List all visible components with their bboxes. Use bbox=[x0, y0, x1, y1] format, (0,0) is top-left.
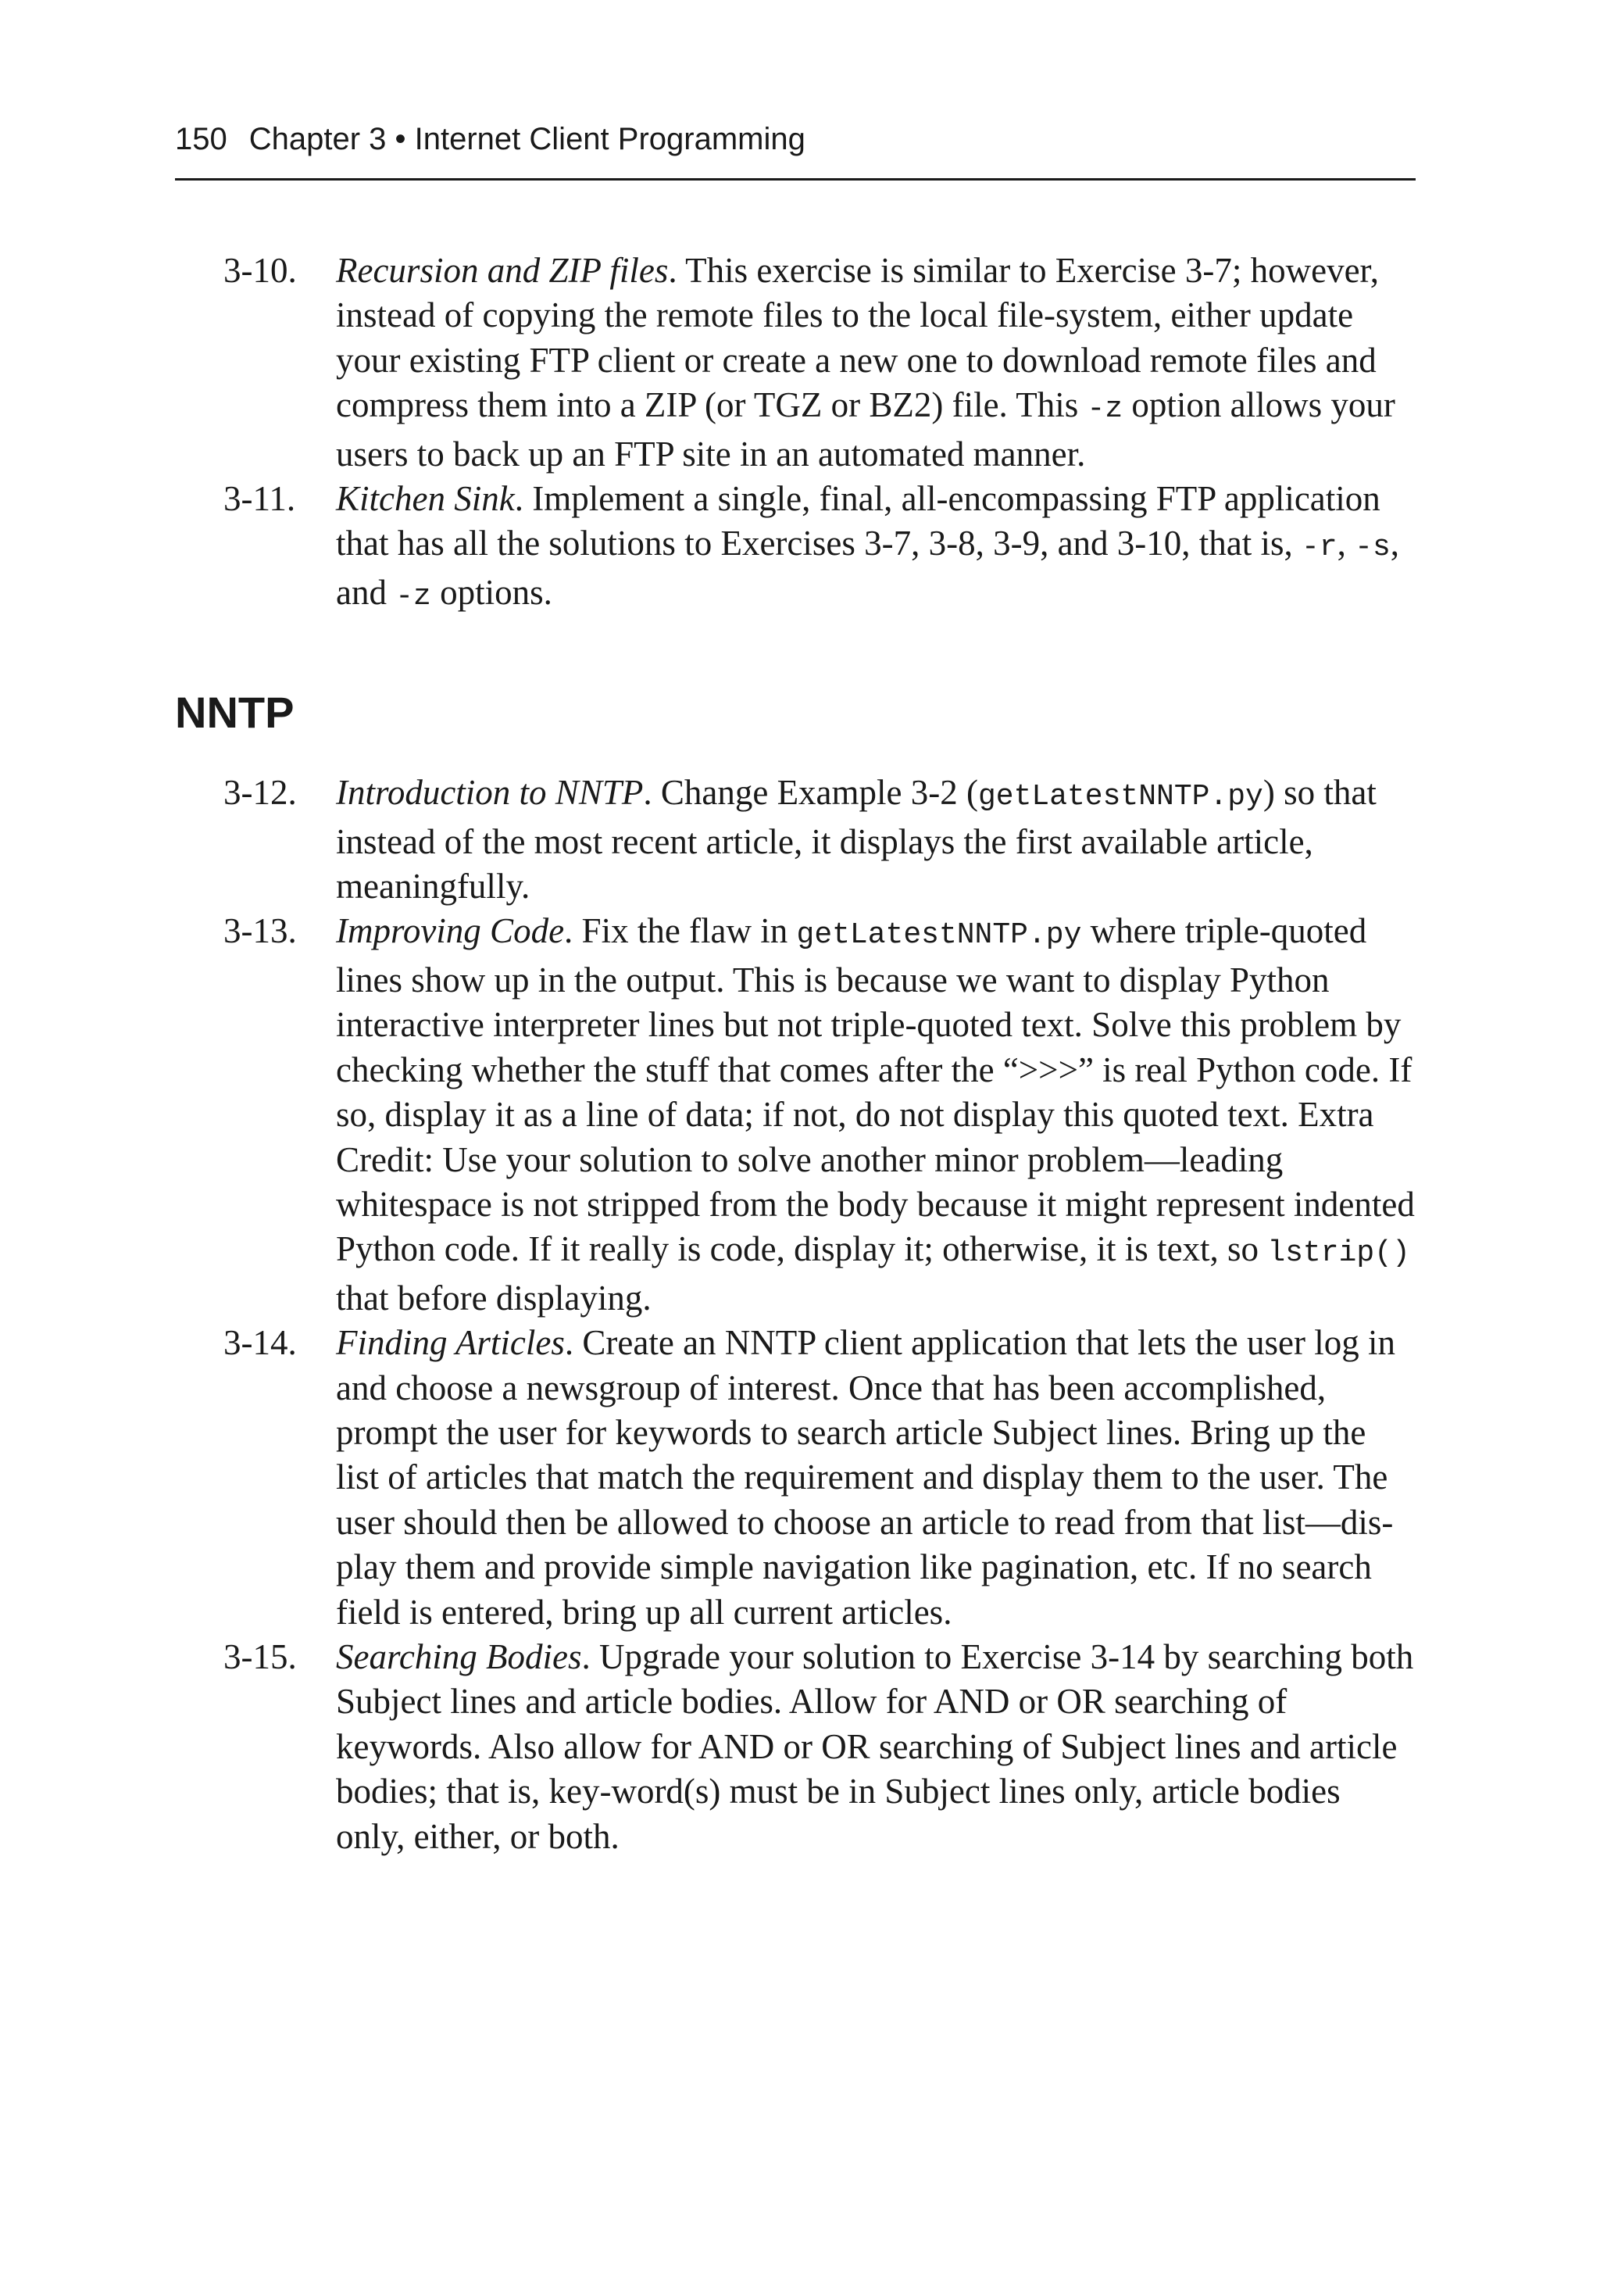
exercise-text: , and bbox=[336, 524, 1399, 612]
inline-code: getLatestNNTP.py bbox=[977, 780, 1263, 814]
exercise-number: 3-15. bbox=[223, 1636, 297, 1676]
header-rule bbox=[175, 178, 1416, 181]
exercise-text: that before displaying. bbox=[336, 1278, 652, 1318]
exercise-3-11 bbox=[175, 477, 1416, 619]
exercise-number: 3-13. bbox=[223, 911, 297, 951]
inline-code: getLatestNNTP.py bbox=[796, 918, 1082, 953]
exercise-text: . Implement a single, final, all-encompassing FTP application that has all the solutions to Exercises 3-7, 3-8, 3-9, and 3-10, that is, bbox=[336, 479, 1380, 563]
chapter-title: Chapter 3 • Internet Client Programming bbox=[248, 122, 805, 156]
page-content bbox=[175, 249, 1416, 1859]
inline-code: -s bbox=[1355, 531, 1391, 565]
exercise-text: . Fix the flaw in bbox=[564, 911, 797, 951]
exercise-number: 3-10. bbox=[223, 251, 297, 290]
exercise-text: ) so that instead of the most recent article, it displays the first available article, meaningfully. bbox=[336, 773, 1377, 907]
inline-code: -z bbox=[1087, 392, 1123, 427]
inline-code: -z bbox=[395, 579, 431, 613]
exercise-text: option allows your users to back up an FTP site in an automated manner. bbox=[336, 385, 1395, 474]
exercise-3-15 bbox=[175, 1635, 1416, 1859]
exercise-title: Recursion and ZIP files bbox=[336, 251, 669, 290]
exercise-text: , bbox=[1337, 524, 1355, 563]
running-head bbox=[175, 122, 805, 157]
exercise-text: . Change Example 3-2 ( bbox=[643, 773, 978, 813]
inline-code: lstrip() bbox=[1267, 1236, 1410, 1271]
exercise-text: . This exercise is similar to Exercise 3-7; however, instead of copying the remote files to the local file-system, either update your existing FTP client or create a new one to download remote files and compress them into a ZIP (or TGZ or BZ2) file. This bbox=[336, 251, 1379, 425]
exercise-title: Introduction to NNTP bbox=[336, 773, 644, 813]
exercise-number: 3-12. bbox=[223, 773, 297, 813]
exercise-title: Kitchen Sink bbox=[336, 479, 515, 519]
exercise-3-13 bbox=[175, 909, 1416, 1321]
page-number: 150 bbox=[175, 122, 227, 156]
exercise-title: Searching Bodies bbox=[336, 1636, 582, 1676]
exercise-title: Finding Articles bbox=[336, 1323, 565, 1363]
exercise-text: . Upgrade your solution to Exercise 3-14 by searching both Subject lines and article bodies. Allow for AND or OR searching of keywords. Also allow for AND or OR searching of Subject lines and article bodies; that is, key-word(s) must be in Subject lines only, article bodies only, either, or both. bbox=[336, 1636, 1414, 1856]
exercise-text: . Create an NNTP client application that lets the user log in and choose a newsgroup of interest. Once that has been accomplished, prompt the user for keywords to search article Subject lines. Bring up the list of articles that match the requirement and display them to the user. The user should then be allowed to choose an article to read from that list—dis-play them and provide simple navigation like pagination, etc. If no search field is entered, bring up all current articles. bbox=[336, 1323, 1395, 1632]
inline-code: -r bbox=[1302, 531, 1338, 565]
section-heading: NNTP bbox=[175, 688, 295, 738]
exercise-text: options. bbox=[430, 572, 552, 612]
exercise-3-10 bbox=[175, 249, 1416, 477]
exercise-number: 3-11. bbox=[223, 479, 296, 519]
exercise-3-14 bbox=[175, 1321, 1416, 1635]
exercise-3-12 bbox=[175, 771, 1416, 909]
exercise-title: Improving Code bbox=[336, 911, 565, 951]
exercise-number: 3-14. bbox=[223, 1323, 297, 1363]
exercise-text: where triple-quoted lines show up in the output. This is because we want to display Python interactive interpreter lines but not triple-quoted text. Solve this problem by checking whether the stuff that comes after the “>>>” is real Python code. If so, display it as a line of data; if not, do not display this quoted text. Extra Credit: Use your solution to solve another minor problem—leading whitespace is not stripped from the body because it might represent indented Python code. If it really is code, display it; otherwise, it is text, so bbox=[336, 911, 1415, 1269]
